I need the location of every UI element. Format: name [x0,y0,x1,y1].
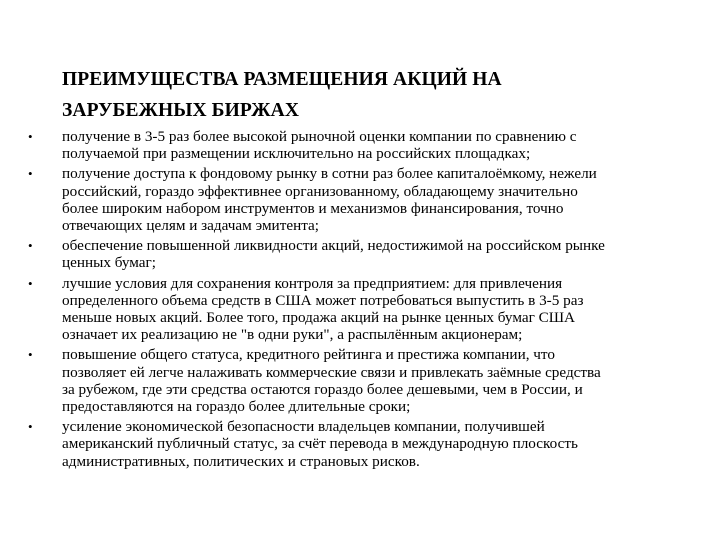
bullet-item-valuation [24,128,714,162]
bullet-item-security [24,418,714,470]
bullet-icon: • [28,238,33,254]
bullet-text-line: получаемой при размещении исключительно на российских площадках; [62,145,531,163]
bullet-text-line: меньше новых акций. Более того, продажа акций на рынке ценных бумаг США [62,309,576,327]
bullet-icon: • [28,275,33,291]
bullet-icon: • [28,166,33,182]
bullet-text-line: усиление экономической безопасности владельцев компании, получившей [62,418,545,436]
bullet-text-line: лучшие условия для сохранения контроля за предприятием: для привлечения [62,274,563,292]
slide-title [62,64,682,126]
bullet-text-line: российский, гораздо эффективнее организованному, обладающему значительно [62,182,578,200]
bullet-text-line: более широким набором инструментов и механизмов финансирования, точно [62,199,564,217]
slide-title-line: ПРЕИМУЩЕСТВА РАЗМЕЩЕНИЯ АКЦИЙ НА [62,69,502,90]
bullet-text-line: повышение общего статуса, кредитного рейтинга и престижа компании, что [62,346,555,364]
bullet-icon: • [28,347,33,363]
bullet-text-line: означает их реализацию не "в одни руки", а распылённым акционерам; [62,326,523,344]
bullet-item-status [24,346,714,415]
bullet-text-line: обеспечение повышенной ликвидности акций, недостижимой на российском рынке [62,237,605,255]
bullet-item-control [24,275,714,344]
bullet-text-line: американский публичный статус, за счёт перевода в международную плоскость [62,435,578,453]
slide-title-line: ЗАРУБЕЖНЫХ БИРЖАХ [62,100,299,121]
bullet-text-line: получение в 3-5 раз более высокой рыночной оценки компании по сравнению с [62,128,577,145]
bullet-text-line: определенного объема средств в США может потребоваться выпустить в 3-5 раз [62,291,584,309]
bullet-icon: • [28,129,33,144]
bullet-item-liquidity [24,237,714,271]
bullet-item-market-access [24,165,714,234]
bullet-text-line: отвечающих целям и задачам эмитента; [62,217,319,235]
bullet-text-line: за рубежом, где эти средства остаются гораздо более дешевыми, чем в России, и [62,380,583,398]
bullet-text-line: позволяет ей легче налаживать коммерческие связи и привлекать заёмные средства [62,363,601,381]
bullet-text-line: ценных бумаг; [62,254,156,272]
bullet-list [24,128,714,473]
bullet-text-line: административных, политических и страновых рисков. [62,452,420,470]
bullet-icon: • [28,419,33,435]
bullet-text-line: получение доступа к фондовому рынку в сотни раз более капиталоёмкому, нежели [62,165,597,183]
bullet-text-line: предоставляются на гораздо более длительные сроки; [62,398,411,416]
